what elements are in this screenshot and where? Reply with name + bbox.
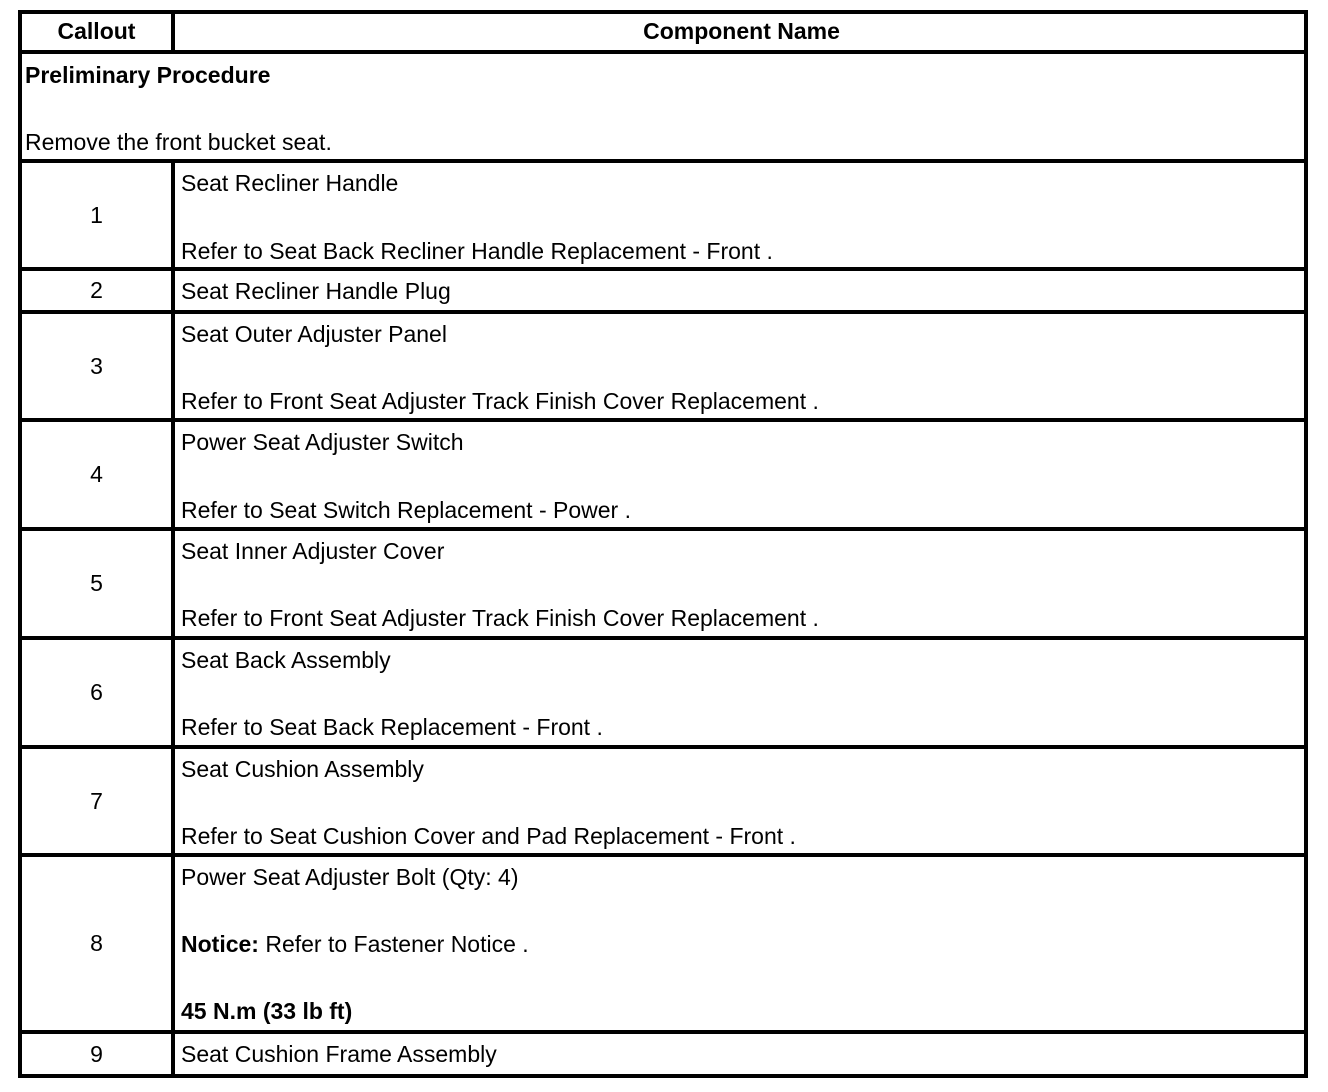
row-divider [18, 527, 1308, 531]
preliminary-cell [18, 52, 1308, 161]
component-name: Seat Back Assembly [181, 647, 391, 673]
callout-number: 7 [90, 787, 103, 814]
component-name: Seat Inner Adjuster Cover [181, 538, 445, 564]
row-divider [18, 853, 1308, 857]
preliminary-title: Preliminary Procedure [25, 62, 271, 88]
table-row [18, 161, 1308, 269]
table-border [1304, 10, 1308, 1078]
header-callout: Callout [57, 17, 136, 44]
row-divider [18, 745, 1308, 749]
notice-label: Notice: [181, 931, 259, 957]
header-component-name: Component Name [643, 17, 840, 44]
component-reference: Refer to Front Seat Adjuster Track Finish Cover Replacement . [181, 605, 819, 631]
row-divider [18, 1030, 1308, 1034]
row-divider [18, 159, 1308, 163]
table-row [18, 529, 1308, 638]
component-name: Seat Outer Adjuster Panel [181, 321, 447, 347]
component-table [18, 10, 1308, 1080]
table-row [18, 312, 1308, 420]
table-row [18, 420, 1308, 529]
component-reference: Refer to Seat Switch Replacement - Power . [181, 497, 631, 523]
component-cell [175, 747, 1308, 855]
callout-number: 8 [90, 930, 103, 956]
component-name: Power Seat Adjuster Bolt (Qty: 4) [181, 864, 519, 890]
component-reference: Refer to Seat Cushion Cover and Pad Replacement - Front . [181, 823, 796, 849]
table-border [18, 10, 1308, 14]
component-cell [175, 312, 1308, 420]
torque-spec: 45 N.m (33 lb ft) [181, 998, 353, 1024]
component-cell [175, 855, 1308, 1032]
callout-number: 2 [90, 277, 103, 303]
notice-text: Refer to Fastener Notice . [258, 931, 529, 957]
table-row [18, 1032, 1308, 1076]
column-divider [171, 10, 175, 54]
preliminary-text: Remove the front bucket seat. [25, 129, 332, 155]
table-border [18, 10, 22, 1078]
component-cell [175, 161, 1308, 269]
row-divider [18, 50, 1308, 54]
callout-number: 5 [90, 570, 103, 596]
component-name: Power Seat Adjuster Switch [181, 429, 464, 455]
component-cell [175, 420, 1308, 529]
callout-number: 1 [90, 201, 103, 228]
table-row [18, 855, 1308, 1032]
notice-line [181, 931, 529, 957]
callout-number: 3 [90, 352, 103, 379]
preliminary-procedure-row [18, 52, 1308, 161]
component-cell [175, 1032, 1308, 1076]
callout-number: 9 [90, 1040, 103, 1067]
table-header-row [18, 10, 1308, 52]
table-row [18, 747, 1308, 855]
table-border [18, 1074, 1308, 1078]
callout-number: 6 [90, 679, 103, 705]
column-divider [171, 159, 175, 1078]
component-name: Seat Recliner Handle Plug [181, 278, 451, 304]
component-name: Seat Cushion Assembly [181, 756, 424, 782]
component-cell [175, 269, 1308, 312]
table-row [18, 638, 1308, 747]
component-reference: Refer to Seat Back Recliner Handle Replacement - Front . [181, 238, 773, 264]
table-row [18, 269, 1308, 312]
component-name: Seat Cushion Frame Assembly [181, 1041, 497, 1067]
component-reference: Refer to Seat Back Replacement - Front . [181, 714, 603, 740]
component-reference: Refer to Front Seat Adjuster Track Finish Cover Replacement . [181, 388, 819, 414]
row-divider [18, 310, 1308, 314]
callout-number: 4 [90, 461, 103, 487]
component-name: Seat Recliner Handle [181, 170, 399, 196]
row-divider [18, 418, 1308, 422]
component-cell [175, 638, 1308, 747]
row-divider [18, 636, 1308, 640]
row-divider [18, 267, 1308, 271]
component-cell [175, 529, 1308, 638]
